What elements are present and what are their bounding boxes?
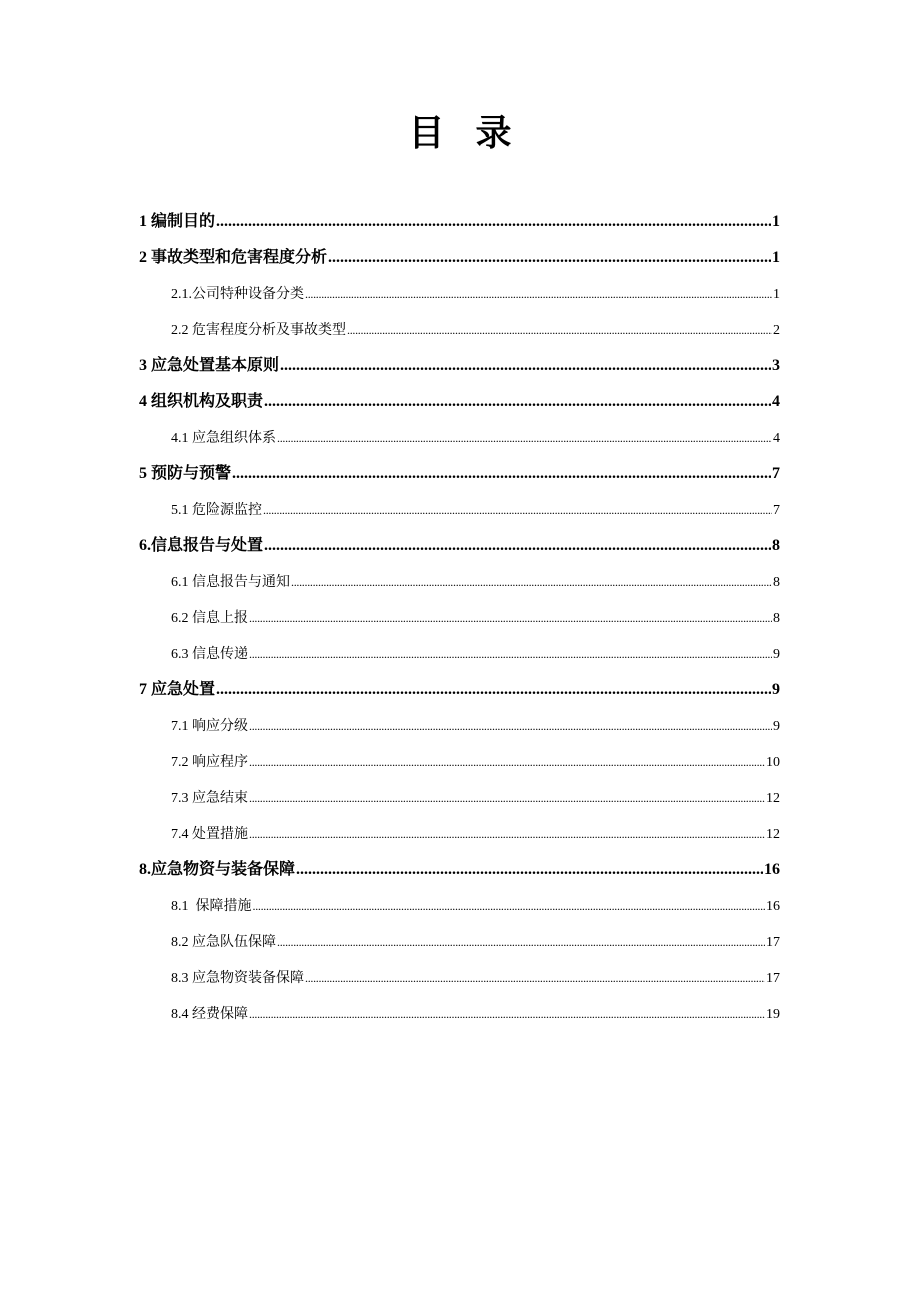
toc-page-number: 17: [766, 935, 780, 950]
toc-page-number: 19: [766, 1007, 780, 1022]
toc-entry-section: [139, 960, 780, 996]
toc-leader-dots: [249, 744, 765, 780]
toc-entry-label: 5 预防与预警: [139, 465, 232, 482]
toc-entry-label: 7.1 响应分级: [171, 719, 248, 734]
toc-leader-dots: [264, 384, 771, 420]
toc-leader-dots: [216, 672, 771, 708]
toc-leader-dots: [277, 420, 772, 456]
toc-leader-dots: [253, 888, 766, 924]
toc-entry-section: [139, 780, 780, 816]
toc-leader-dots: [264, 528, 771, 564]
toc-entry-label: 8.4 经费保障: [171, 1007, 248, 1022]
toc-page-number: 10: [766, 755, 780, 770]
toc-entry-label: 3 应急处置基本原则: [139, 357, 280, 374]
toc-page-number: 17: [766, 971, 780, 986]
toc-entry-label: 7.4 处置措施: [171, 827, 248, 842]
toc-entry-label: 8.1 保障措施: [171, 899, 252, 914]
toc-page-number: 7: [772, 465, 780, 482]
toc-page-number: 1: [772, 249, 780, 266]
toc-entry-chapter: [139, 204, 780, 240]
toc-entry-label: 6.3 信息传递: [171, 647, 248, 662]
toc-entry-section: [139, 600, 780, 636]
toc-entry-label: 1 编制目的: [139, 213, 216, 230]
toc-leader-dots: [216, 204, 771, 240]
toc-page-number: 1: [773, 287, 780, 302]
toc-leader-dots: [291, 564, 772, 600]
table-of-contents: [139, 204, 780, 1032]
toc-entry-chapter: [139, 240, 780, 276]
toc-entry-chapter: [139, 528, 780, 564]
toc-entry-section: [139, 708, 780, 744]
toc-page-number: 7: [773, 503, 780, 518]
toc-entry-label: 6.1 信息报告与通知: [171, 575, 290, 590]
toc-entry-label: 2.1.公司特种设备分类: [171, 287, 304, 302]
toc-page-number: 9: [773, 719, 780, 734]
toc-entry-label: 6.2 信息上报: [171, 611, 248, 626]
toc-entry-chapter: [139, 384, 780, 420]
toc-entry-label: 2 事故类型和危害程度分析: [139, 249, 328, 266]
toc-entry-section: [139, 312, 780, 348]
toc-entry-label: 8.2 应急队伍保障: [171, 935, 276, 950]
toc-page-number: 16: [766, 899, 780, 914]
toc-entry-chapter: [139, 456, 780, 492]
toc-page-number: 1: [772, 213, 780, 230]
toc-page-number: 8: [772, 537, 780, 554]
toc-entry-section: [139, 420, 780, 456]
toc-leader-dots: [249, 996, 765, 1032]
toc-leader-dots: [249, 708, 772, 744]
toc-entry-label: 2.2 危害程度分析及事故类型: [171, 323, 346, 338]
toc-page-number: 8: [773, 575, 780, 590]
toc-page-number: 3: [772, 357, 780, 374]
toc-leader-dots: [249, 600, 772, 636]
toc-entry-chapter: [139, 348, 780, 384]
toc-entry-label: 4 组织机构及职责: [139, 393, 264, 410]
toc-page-number: 12: [766, 827, 780, 842]
toc-entry-section: [139, 816, 780, 852]
toc-entry-section: [139, 636, 780, 672]
toc-entry-section: [139, 744, 780, 780]
page-title: 目 录: [408, 113, 512, 153]
toc-leader-dots: [296, 852, 763, 888]
toc-page-number: 16: [764, 861, 780, 878]
toc-entry-section: [139, 492, 780, 528]
toc-leader-dots: [328, 240, 771, 276]
toc-entry-chapter: [139, 852, 780, 888]
toc-entry-label: 4.1 应急组织体系: [171, 431, 276, 446]
toc-leader-dots: [305, 276, 772, 312]
toc-entry-label: 5.1 危险源监控: [171, 503, 262, 518]
toc-leader-dots: [347, 312, 772, 348]
toc-page-number: 8: [773, 611, 780, 626]
toc-entry-section: [139, 924, 780, 960]
toc-entry-label: 7.2 响应程序: [171, 755, 248, 770]
toc-entry-label: 8.3 应急物资装备保障: [171, 971, 304, 986]
toc-page-number: 9: [773, 647, 780, 662]
toc-leader-dots: [249, 636, 772, 672]
toc-entry-label: 7.3 应急结束: [171, 791, 248, 806]
toc-leader-dots: [277, 924, 765, 960]
toc-leader-dots: [249, 816, 765, 852]
toc-entry-section: [139, 564, 780, 600]
toc-entry-label: 7 应急处置: [139, 681, 216, 698]
toc-entry-label: 8.应急物资与装备保障: [139, 861, 296, 878]
toc-entry-section: [139, 276, 780, 312]
toc-leader-dots: [263, 492, 772, 528]
toc-entry-label: 6.信息报告与处置: [139, 537, 264, 554]
toc-leader-dots: [232, 456, 771, 492]
toc-page-number: 2: [773, 323, 780, 338]
toc-leader-dots: [305, 960, 765, 996]
toc-page-number: 9: [772, 681, 780, 698]
toc-entry-section: [139, 888, 780, 924]
toc-entry-section: [139, 996, 780, 1032]
toc-entry-chapter: [139, 672, 780, 708]
toc-page-number: 4: [772, 393, 780, 410]
toc-page-number: 4: [773, 431, 780, 446]
toc-leader-dots: [280, 348, 771, 384]
toc-leader-dots: [249, 780, 765, 816]
toc-page-number: 12: [766, 791, 780, 806]
